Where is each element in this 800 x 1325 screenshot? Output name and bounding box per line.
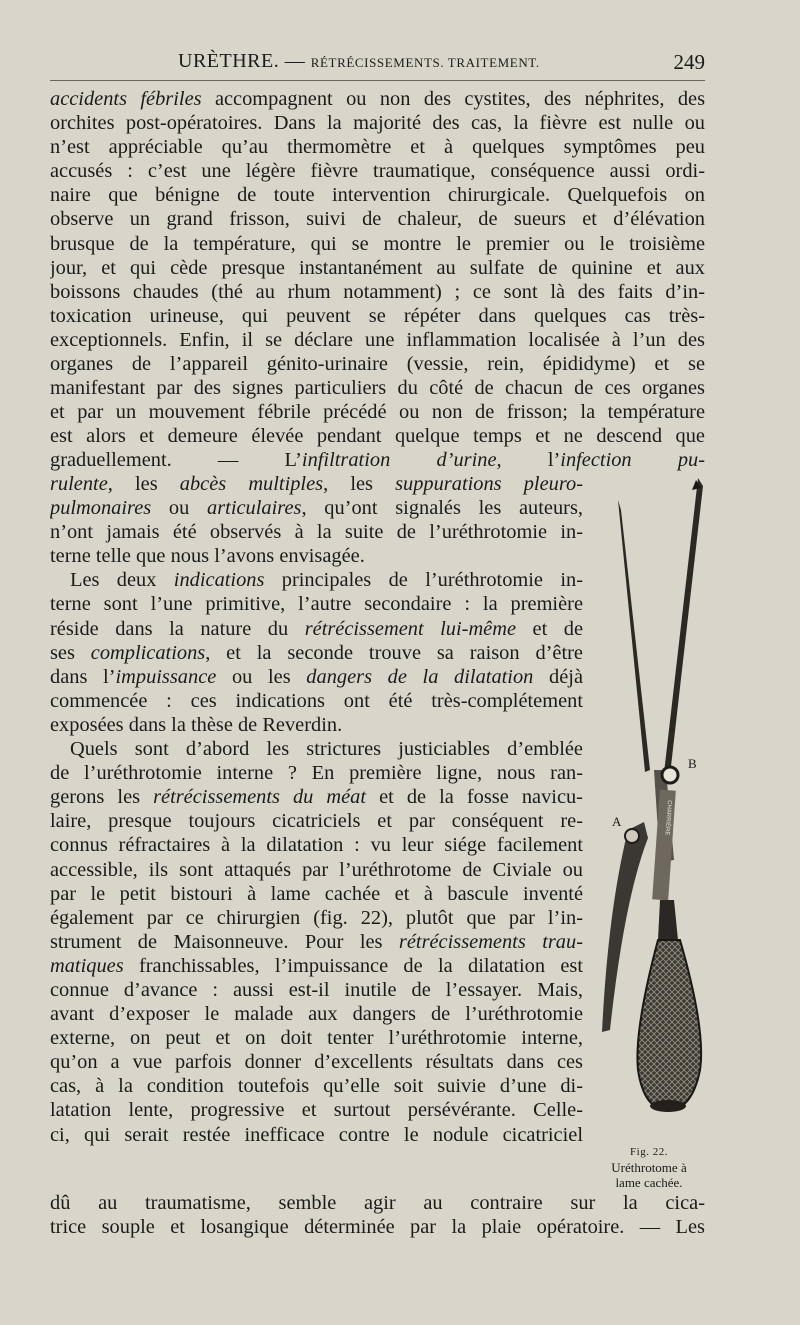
text-run: terne telle que nous l’avons envisagée.: [50, 545, 365, 568]
text-line: [50, 978, 583, 1002]
text-run: externe, on peut et on doit tenter l’uréthrotomie interne,: [50, 1027, 583, 1050]
text-line: [50, 328, 705, 352]
italic-phrase: indications: [173, 569, 265, 592]
text-run: gerons les: [50, 786, 154, 809]
text-run: , les: [323, 473, 396, 495]
text-run: est alors et demeure élevée pendant quelque temps et ne descend que: [50, 425, 705, 448]
text-run: manifestant par des signes particuliers du côté de chacun de ces organes: [50, 377, 705, 400]
text-line: [50, 713, 583, 737]
text-line: [50, 207, 705, 231]
text-run: avant d’exposer le malade aux dangers de l’uréthrotomie: [50, 1003, 583, 1026]
text-line: [50, 617, 583, 641]
text-run: accusés : c’est une légère fièvre traumatique, conséquence aussi ordi-: [50, 160, 705, 183]
body-text-beside-figure: [50, 472, 583, 1147]
page-number: 249: [673, 50, 705, 74]
italic-phrase: infiltration d’urine: [301, 449, 497, 472]
body-text-full-width: [50, 87, 705, 473]
italic-phrase: rulente: [50, 473, 108, 495]
text-run: Quels sont d’abord les strictures justiciables d’emblée: [70, 738, 583, 761]
text-run: n’ont jamais été observés à la suite de l’uréthrotomie in-: [50, 521, 583, 544]
label-a: A: [612, 814, 622, 829]
text-line: [50, 785, 583, 809]
text-run: brusque de la température, qui se montre le premier ou le troisième: [50, 232, 705, 255]
text-run: trice souple et losangique déterminée par la plaie opératoire. — Les: [50, 1216, 705, 1239]
text-line: [50, 280, 705, 304]
text-line: [50, 1074, 583, 1098]
text-line: [50, 930, 583, 954]
italic-phrase: suppurations pleuro-: [395, 473, 583, 495]
text-run: accompagnent ou non des cystites, des néphrites, des: [201, 88, 705, 110]
knurled-handle: [637, 940, 701, 1110]
text-line: [50, 809, 583, 833]
urethrotome-illustration: [588, 470, 708, 1140]
text-run: principales de l’uréthrotomie in-: [264, 569, 583, 592]
text-run: laire, presque toujours cicatriciels et par conséquent re-: [50, 810, 583, 833]
text-run: n’est appréciable qu’au thermomètre et à quelques symptômes peu: [50, 136, 705, 159]
text-run: et de: [516, 617, 583, 640]
text-run: graduellement. — L’: [50, 449, 302, 472]
text-run: et par un mouvement fébrile précédé ou non de frisson; la température: [50, 401, 705, 424]
text-run: exposées dans la thèse de Reverdin.: [50, 713, 343, 736]
text-line: [50, 376, 705, 400]
italic-phrase: infection pu-: [560, 449, 705, 472]
text-run: organes de l’appareil génito-urinaire (vessie, rein, épididyme) et se: [50, 353, 705, 376]
engraving-text: CHARRIÈRE: [663, 799, 672, 836]
italic-phrase: complications: [90, 641, 206, 664]
text-line: [50, 1123, 583, 1147]
text-line: [50, 183, 705, 207]
text-run: et de la fosse navicu-: [366, 786, 583, 809]
running-title-main: URÈTHRE. —: [178, 50, 311, 72]
text-run: par le petit bistouri à lame cachée et à bascule inventé: [50, 882, 583, 905]
italic-phrase: pulmonaires: [50, 497, 152, 520]
text-run: terne sont l’une primitive, l’autre secondaire : la première: [50, 593, 583, 616]
text-run: , et la seconde trouve sa raison d’être: [205, 641, 583, 664]
text-line: [50, 1002, 583, 1026]
text-line: [50, 1050, 583, 1074]
text-run: toxication urineuse, qui peuvent se répéter dans quelques cas très-: [50, 304, 705, 327]
text-run: naire que bénigne de toute intervention chirurgicale. Quelquefois on: [50, 184, 705, 207]
text-line: [50, 882, 583, 906]
text-line: [50, 232, 705, 256]
text-line: [50, 1026, 583, 1050]
lever-screw: [625, 829, 639, 843]
caption-figure-number: Fig. 22.: [630, 1146, 668, 1158]
caption-line-1: Uréthrotome à: [611, 1160, 687, 1175]
stem-left: [618, 500, 650, 772]
text-line: [50, 641, 583, 665]
text-line: [50, 1098, 583, 1122]
text-run: de l’uréthrotomie interne ? En première ligne, nous ran-: [50, 762, 583, 785]
text-run: ou: [151, 497, 208, 520]
text-run: dû au traumatisme, semble agir au contraire sur la cica-: [50, 1192, 705, 1214]
italic-phrase: rétrécissements trau-: [398, 930, 583, 953]
text-line: [50, 833, 583, 857]
text-run: exceptionnels. Enfin, il se déclare une inflammation localisée à l’un des: [50, 328, 705, 351]
italic-phrase: dangers de la dilatation: [306, 665, 534, 688]
text-line: [50, 135, 705, 159]
text-run: dans l’: [50, 665, 116, 688]
text-run: commencée : ces indications ont été très-complétement: [50, 689, 583, 712]
text-run: , les: [107, 473, 180, 495]
text-line: [50, 858, 583, 882]
text-line: [50, 761, 583, 785]
text-run: ses: [50, 641, 91, 664]
text-line: [50, 159, 705, 183]
text-run: qu’on a vue parfois donner d’excellents résultats dans ces: [50, 1051, 583, 1074]
text-line: [50, 665, 583, 689]
running-title-sub: RÉTRÉCISSEMENTS. TRAITEMENT.: [310, 55, 540, 70]
text-line: [50, 424, 705, 448]
running-header: [50, 46, 705, 80]
text-run: ou les: [216, 665, 307, 688]
text-line: [50, 496, 583, 520]
text-run: cas, à la condition toutefois qu’elle soit suivie d’une di-: [50, 1075, 583, 1098]
text-line: [50, 472, 583, 496]
italic-phrase: articulaires: [207, 497, 302, 520]
figure-urethrotome: [588, 470, 708, 1140]
text-run: déjà: [533, 665, 583, 688]
text-run: franchissables, l’impuissance de la dilatation est: [123, 954, 583, 977]
figure-caption: [588, 1145, 710, 1190]
text-line: [50, 352, 705, 376]
italic-phrase: matiques: [50, 954, 124, 977]
text-line: [50, 689, 583, 713]
handle-neck: [658, 900, 678, 940]
text-line: [50, 111, 705, 135]
text-run: strument de Maisonneuve. Pour les: [50, 930, 399, 953]
text-line: [50, 87, 705, 111]
body-text-tail: [50, 1191, 705, 1239]
italic-phrase: rétrécissements du méat: [153, 786, 367, 809]
text-run: Les deux: [70, 569, 174, 592]
text-line: [50, 737, 583, 761]
text-run: , l’: [496, 449, 561, 472]
text-line: [50, 544, 583, 568]
text-line: [50, 520, 583, 544]
italic-phrase: impuissance: [115, 665, 217, 688]
pivot-screw: [662, 767, 678, 783]
text-line: [50, 906, 583, 930]
text-run: boissons chaudes (thé au rhum notamment) ; ce sont là des faits d’in-: [50, 280, 705, 303]
italic-phrase: accidents fébriles: [50, 88, 202, 110]
handle-cap: [650, 1100, 686, 1112]
text-run: également par ce chirurgien (fig. 22), plutôt que par l’in-: [50, 906, 583, 929]
header-rule: [50, 80, 705, 81]
text-run: ci, qui serait restée inefficace contre le nodule cicatriciel: [50, 1123, 583, 1146]
text-line: [50, 1215, 705, 1239]
text-line: [50, 568, 583, 592]
text-run: observe un grand frisson, suivi de chaleur, de sueurs et d’élévation: [50, 208, 705, 231]
label-b: B: [688, 756, 697, 771]
text-line: [50, 256, 705, 280]
italic-phrase: rétrécissement lui-même: [304, 617, 516, 640]
caption-line-2: lame cachée.: [615, 1175, 683, 1190]
text-run: réside dans la nature du: [50, 617, 305, 640]
text-line: [50, 448, 705, 472]
lever-handle: [602, 822, 648, 1032]
text-line: [50, 954, 583, 978]
text-run: connus réfractaires à la dilatation : vu leur siége facilement: [50, 834, 583, 857]
running-title: [178, 50, 540, 73]
text-run: jour, et qui cède presque instantanément au sulfate de quinine et aux: [50, 256, 705, 279]
text-run: orchites post-opératoires. Dans la majorité des cas, la fièvre est nulle ou: [50, 112, 705, 135]
italic-phrase: abcès multiples: [179, 473, 324, 495]
stem-right: [664, 478, 703, 775]
text-line: [50, 592, 583, 616]
text-line: [50, 1191, 705, 1215]
text-line: [50, 304, 705, 328]
text-line: [50, 400, 705, 424]
text-run: , qu’ont signalés les auteurs,: [301, 497, 583, 520]
text-run: accessible, ils sont attaqués par l’uréthrotome de Civiale ou: [50, 858, 583, 881]
text-run: connue d’avance : aussi est-il inutile de l’essayer. Mais,: [50, 978, 583, 1001]
text-run: latation lente, progressive et surtout persévérante. Celle-: [50, 1099, 583, 1122]
